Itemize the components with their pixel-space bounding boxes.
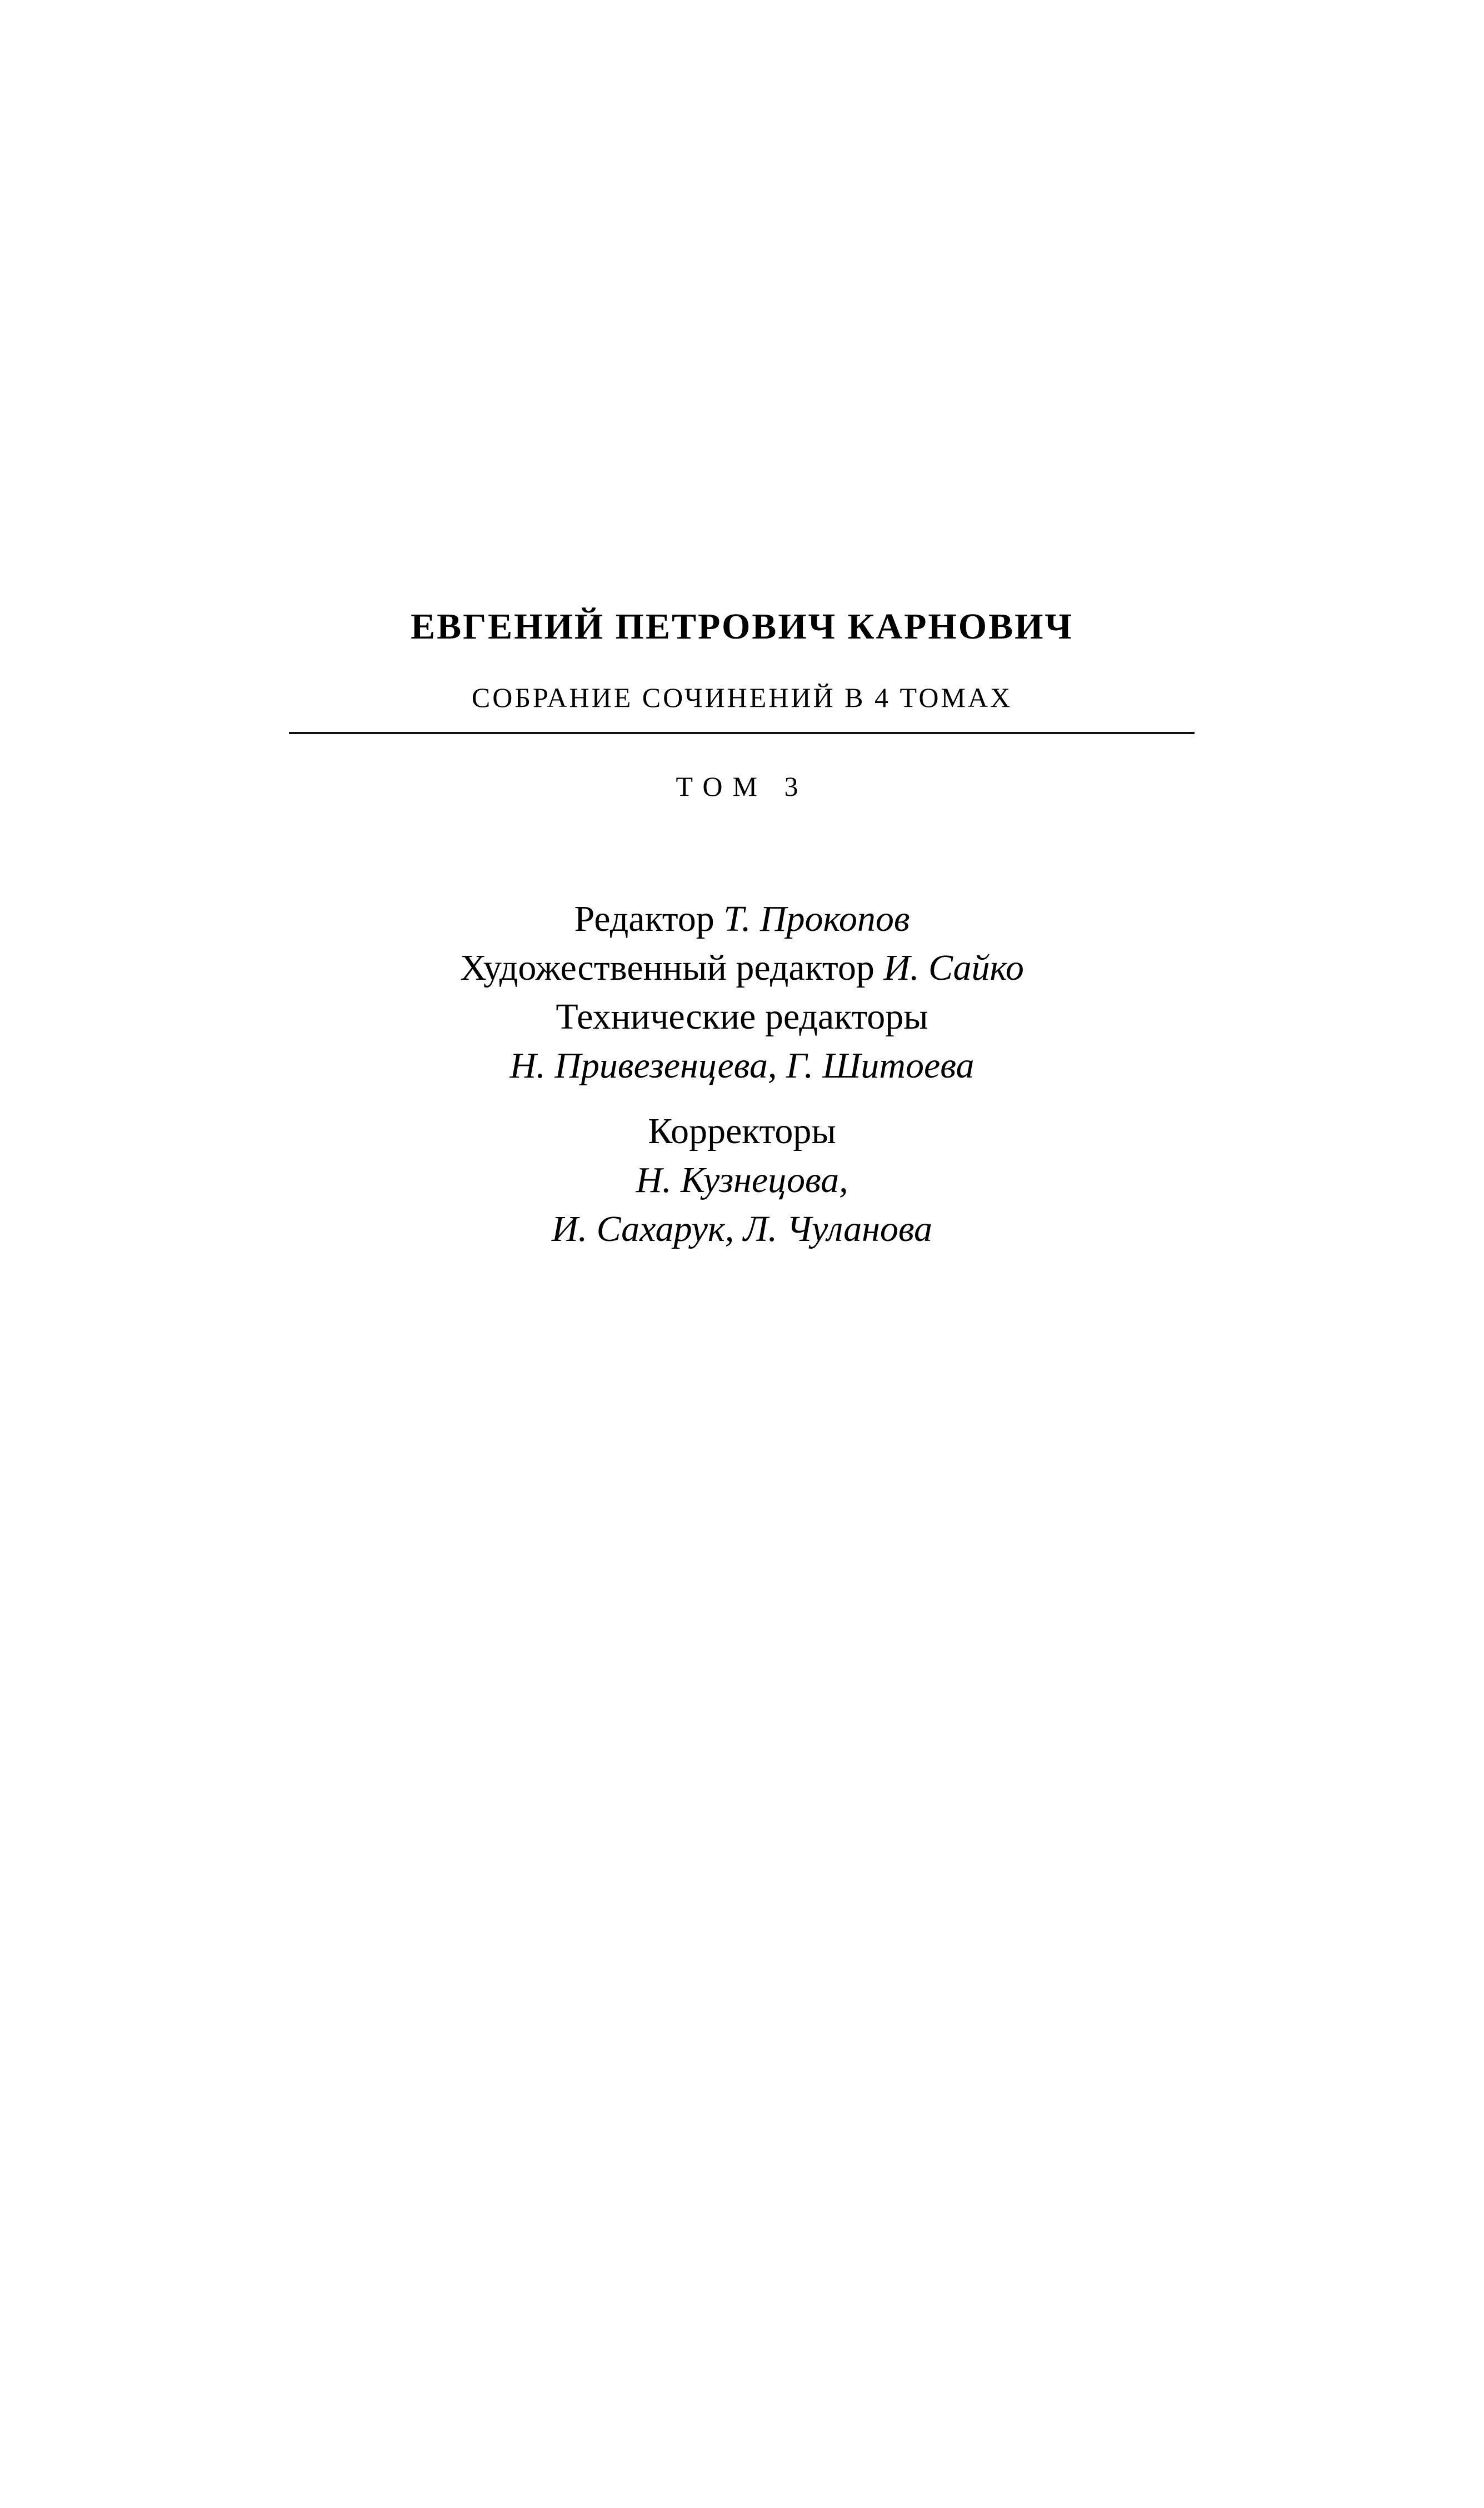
editor-role: Редактор [574,899,714,939]
editor-name: Т. Прокопов [723,899,910,939]
tech-editors-names: Н. Привезенцева, Г. Шитоева [509,1045,975,1086]
author-name: ЕВГЕНИЙ ПЕТРОВИЧ КАРНОВИЧ [411,606,1073,647]
art-editor-line [0,944,1484,993]
tech-editors-role: Технические редакторы [556,996,928,1037]
series-title: СОБРАНИЕ СОЧИНЕНИЙ В 4 ТОМАХ [471,682,1013,713]
volume-number: ТОМ 3 [676,771,808,802]
editor-line [0,895,1484,944]
art-editor-name: И. Сайко [883,948,1024,988]
proofreaders-names-2: И. Сахарук, Л. Чуланова [551,1209,933,1249]
credits-spacer [0,1090,1484,1107]
credits-block [0,895,1484,1254]
proofreaders-names-1: Н. Кузнецова, [636,1160,848,1200]
divider-rule [289,732,1195,734]
art-editor-role: Художественный редактор [460,948,875,988]
proofreaders-role: Корректоры [648,1111,836,1151]
